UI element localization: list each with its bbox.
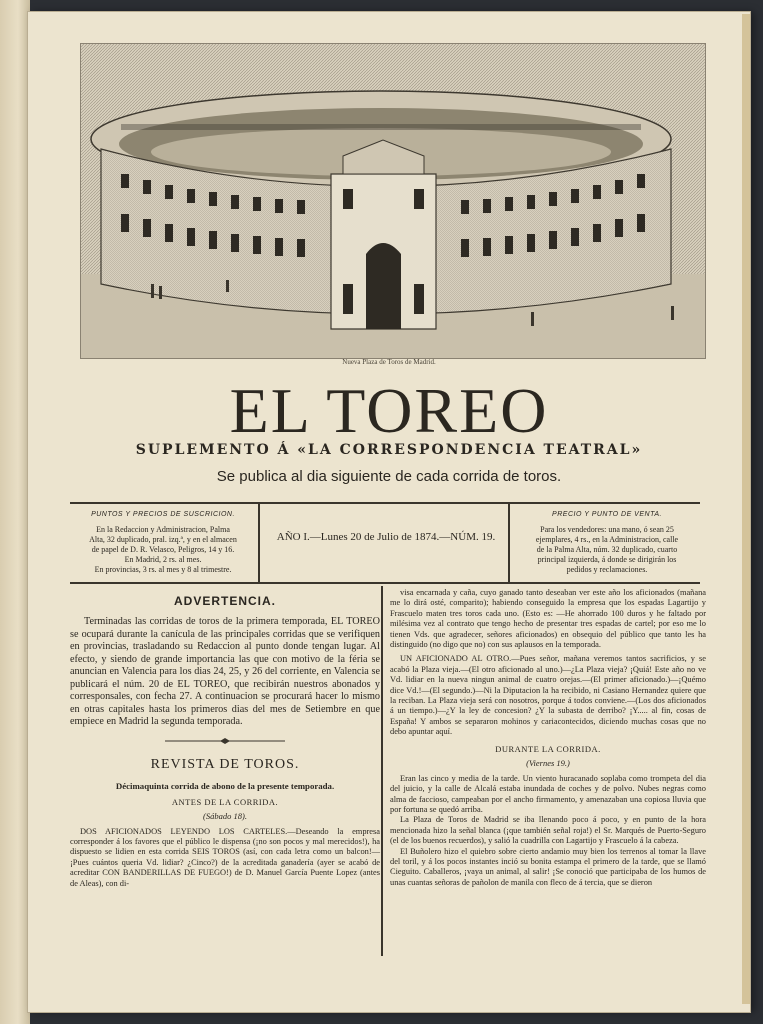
column-rule [381, 586, 383, 956]
ornament-rule [165, 737, 285, 745]
sale-box [514, 510, 700, 575]
subscription-box [70, 510, 256, 575]
issue-info: AÑO I.—Lunes 20 de Julio de 1874.—NÚM. 19. [276, 531, 496, 543]
section-heading: ANTES DE LA CORRIDA. [171, 796, 279, 807]
article-text: visa encarnada y caña, cuyo ganado tanto deseaban ver este año los aficionados (mañana me lo dirá osté, comparito); habiendo conseguido la empresa que los espadas Lagartijo y Frascuelo maten tres toros cada uno. (Esto es: —He ahorrado 100 duros y he faltado por milésima vez al contrato que tengo hecho de presentar tres espadas de cartel; por eso me lo tienen Vds. que agradecer, señores aficionados) en obsequio del público que tanto les ha distinguido (no digo que no) con sus aplausos en la temporada. [390, 588, 706, 650]
advert-title: ADVERTENCIA. [173, 594, 276, 608]
subscription-line: Alta, 32 duplicado, pral. izq.ª, y en el almacen [89, 535, 237, 544]
column-right [390, 588, 706, 888]
info-bar [70, 502, 700, 584]
sale-line: de la Palma Alta, núm. 32 duplicado, cuarto [536, 545, 678, 554]
masthead-subtitle: SUPLEMENTO Á «LA CORRESPONDENCIA TEATRAL» [135, 442, 643, 458]
article-text: DOS AFICIONADOS LEYENDO LOS CARTELES.—Deseando la empresa corresponder á los favores que el público le dispensa (¡no son pocos y mal merecidos!), ha dispuesto se lidien en esta corrida SEIS TOROS (así, con cada letra como un balcon!—¡Pues cuántos queria Vd. lidiar? ¿Cinco?) de la acreditada ganadería (ayer se acabó de acreditar CON BANDERILLAS DE FUEGO!) de D. Manuel García Puente Lopez (antes de Aleas), con di- [70, 826, 380, 888]
article-text: La Plaza de Toros de Madrid se iba llenando poco á poco, y en punto de la hora mencionada hizo la señal blanca (¡que también señal roja!) el Sr. Marqués de Puerto-Seguro (el de los buenos recuerdos), y salió la cuadrilla con Lagartijo y Frascuelo á la cabeza. [390, 815, 706, 846]
column-left [70, 588, 380, 889]
sale-line: pedidos y reclamaciones. [566, 565, 648, 574]
bullring-illustration [81, 44, 705, 358]
section-date: (Viernes 19.) [526, 757, 570, 768]
bullring-engraving [80, 43, 706, 359]
info-divider [508, 504, 510, 582]
engraving-caption: Nueva Plaza de Toros de Madrid. [342, 358, 436, 366]
review-title: REVISTA DE TOROS. [150, 756, 300, 772]
article-text: Eran las cinco y media de la tarde. Un viento huracanado soplaba como trompeta del dia del juicio, y la calle de Alcalá estaba inundada de coches y de polvo. Nubes negras como alma de faccioso, campeaban por el ancho firmamento, y amenazaban una copiosa lluvia que por fortuna se quedó arriba. [390, 773, 706, 814]
subscription-line: de papel de D. R. Velasco, Peligros, 14 y 16. [91, 545, 235, 554]
masthead-tagline: Se publica al dia siguiente de cada corrida de toros. [216, 468, 562, 485]
sale-heading: PRECIO Y PUNTO DE VENTA. [552, 511, 662, 518]
review-subtitle: Décimaquinta corrida de abono de la presente temporada. [115, 780, 335, 791]
section-heading: DURANTE LA CORRIDA. [495, 743, 601, 754]
article-text: UN AFICIONADO AL OTRO.—Pues señor, mañana veremos tantos sacrificios, y se acabó la Plaza vieja.—(El otro aficionado al uno.)—¿La Plaza vieja? ¡Quiá! Este año no ve Vd. lidiar en la nueva ningun animal de cuatro orejas.—(El primer aficionado.)—¡Quémo dice Vd.!—(El segundo.)—Ni la Diputacion la ha recibido, ni Casiano Hernandez quiere que la reciban. La Plaza vieja será con nosotros, porque á todos conviene.—(Los dos aficionados á un tiempo.)—¿Y la ley de concesion? ¿Y la subasta de derribo? ¡Y..... al fin, cosas de España! Y ambos se separaron mohinos y cariacontecidos, diciendo muchas cosas que no debo apuntar aquí. [390, 654, 706, 737]
sale-line: Para los vendedores: una mano, ó sean 25 [540, 525, 674, 534]
masthead-title: EL TOREO [229, 375, 549, 446]
subscription-line: En provincias, 3 rs. al mes y 8 al trimestre. [94, 565, 232, 574]
sale-line: principal izquierda, á donde se dirigirán los [537, 555, 677, 564]
advert-text: Terminadas las corridas de toros de la primera temporada, EL TOREO se ocupará durante la canícula de las principales corridas que se verifiquen en provincias, trasladando su Redaccion al punto donde tengan lugar. Al efecto, y siendo de grande importancia las que con motivo de la féria se anuncian en Valencia para los dias 24, 25, y 26 del corriente, en Valencia se publicará el núm. 20 de EL TOREO, que recibirán nuestros abonados y corresponsales, con fecha 27. A continuacion se procurará hacer lo mismo en otras capitales hasta los primeros dias del mes de Setiembre en que empiece en Madrid la segunda temporada. [70, 616, 380, 727]
facing-page-edge [0, 0, 30, 1024]
page-edge-strip [742, 14, 750, 1004]
subscription-line: En la Redaccion y Administracion, Palma [96, 525, 230, 534]
info-divider [258, 504, 260, 582]
newspaper-page [28, 12, 750, 1012]
sale-line: ejemplares, 4 rs., en la Administracion, calle [535, 535, 679, 544]
subscription-line: En Madrid, 2 rs. al mes. [124, 555, 202, 564]
section-date: (Sábado 18). [203, 810, 247, 821]
article-text: El Buñolero hizo el quiebro sobre cierto andamio muy bien los terrenos al tomar la llave del toril, y á los pocos instantes inció su bonita estampa el primero de la tarde, que se llamó Cieguito. Caballeros, ¡vaya un animal, al salir! ¡Se conoció que participaba de los humos de unas cuantas señoras de pañolon de manila con fleco de á tercia, que se dieron [390, 846, 706, 887]
subscription-heading: PUNTOS Y PRECIOS DE SUSCRICION. [91, 511, 235, 518]
